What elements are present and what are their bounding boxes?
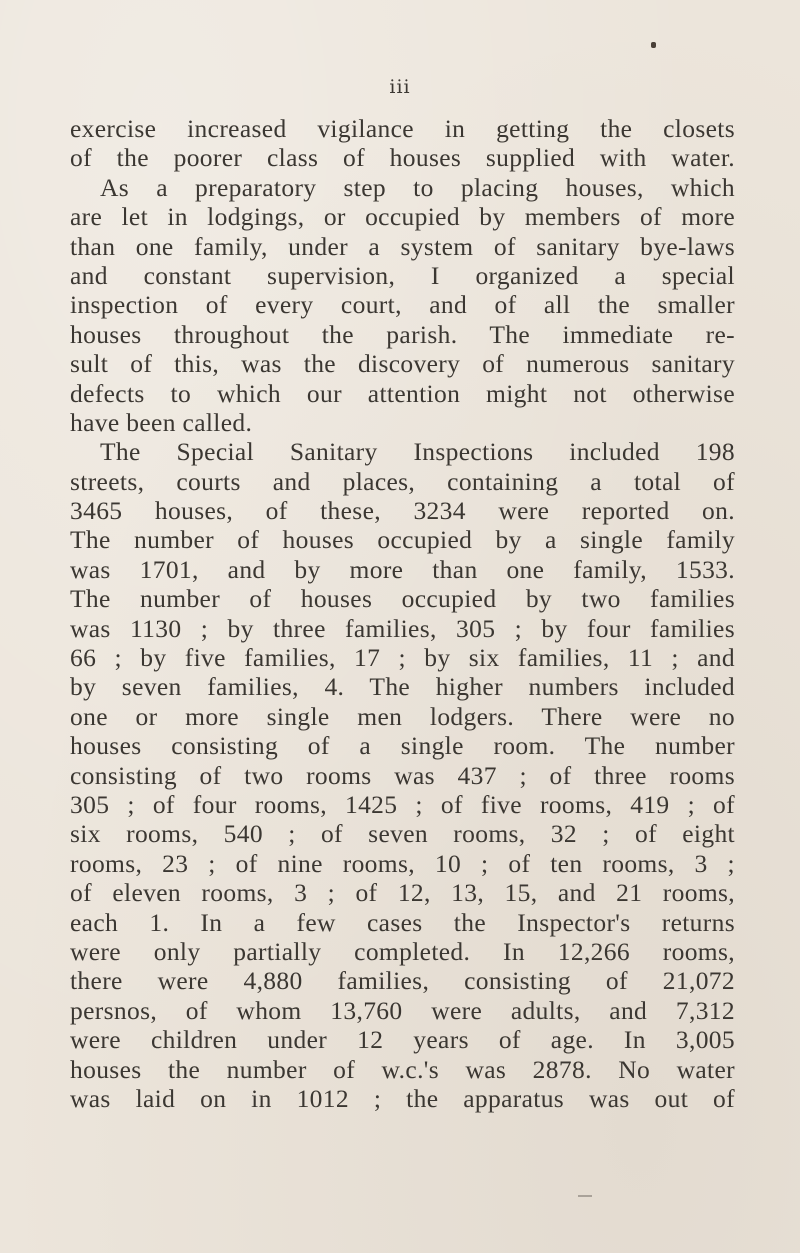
text-line-14: 3465 houses, of these, 3234 were reported on. xyxy=(70,496,735,526)
ink-speck xyxy=(651,42,656,48)
text-line-20: by seven families, 4. The higher numbers included xyxy=(70,672,735,702)
text-line-26: rooms, 23 ; of nine rooms, 10 ; of ten rooms, 3 ; xyxy=(70,848,735,878)
text-line-19: 66 ; by five families, 17 ; by six families, 11 ; and xyxy=(70,643,735,673)
text-line-12: The Special Sanitary Inspections included 198 xyxy=(100,437,735,467)
text-line-21: one or more single men lodgers. There were no xyxy=(70,701,735,731)
text-line-29: were only partially completed. In 12,266 rooms, xyxy=(70,936,735,966)
text-line-25: six rooms, 540 ; of seven rooms, 32 ; of eight xyxy=(70,819,735,849)
text-line-4: are let in lodgings, or occupied by members of more xyxy=(70,202,735,232)
text-line-16: was 1701, and by more than one family, 1533. xyxy=(70,554,735,584)
text-line-15: The number of houses occupied by a single family xyxy=(70,525,735,555)
page-number: iii xyxy=(389,76,411,98)
text-line-17: The number of houses occupied by two families xyxy=(70,584,735,614)
text-line-11: have been called. xyxy=(70,407,253,437)
text-line-3: As a preparatory step to placing houses, which xyxy=(100,172,735,202)
text-line-33: houses the number of w.c.'s was 2878. No water xyxy=(70,1054,735,1084)
text-line-7: inspection of every court, and of all the smaller xyxy=(70,290,735,320)
text-line-22: houses consisting of a single room. The number xyxy=(70,731,735,761)
text-line-10: defects to which our attention might not otherwise xyxy=(70,378,735,408)
text-line-32: were children under 12 years of age. In 3,005 xyxy=(70,1025,735,1055)
ink-smudge xyxy=(578,1195,592,1197)
text-line-28: each 1. In a few cases the Inspector's returns xyxy=(70,907,735,937)
text-line-23: consisting of two rooms was 437 ; of three rooms xyxy=(70,760,735,790)
text-line-9: sult of this, was the discovery of numerous sanitary xyxy=(70,349,735,379)
text-line-6: and constant supervision, I organized a special xyxy=(70,260,735,290)
text-line-8: houses throughout the parish. The immediate re- xyxy=(70,319,735,349)
text-line-18: was 1130 ; by three families, 305 ; by four families xyxy=(70,613,735,643)
text-line-27: of eleven rooms, 3 ; of 12, 13, 15, and 21 rooms, xyxy=(70,878,735,908)
body-text xyxy=(70,114,735,1113)
text-line-31: persnos, of whom 13,760 were adults, and 7,312 xyxy=(70,995,735,1025)
text-line-2: of the poorer class of houses supplied with water. xyxy=(70,143,735,173)
text-line-1: exercise increased vigilance in getting the closets xyxy=(70,114,735,143)
text-line-34: was laid on in 1012 ; the apparatus was out of xyxy=(70,1083,735,1113)
text-line-13: streets, courts and places, containing a total of xyxy=(70,466,735,496)
text-line-30: there were 4,880 families, consisting of 21,072 xyxy=(70,966,735,996)
text-line-5: than one family, under a system of sanitary bye-laws xyxy=(70,231,735,261)
text-line-24: 305 ; of four rooms, 1425 ; of five rooms, 419 ; of xyxy=(70,789,735,819)
